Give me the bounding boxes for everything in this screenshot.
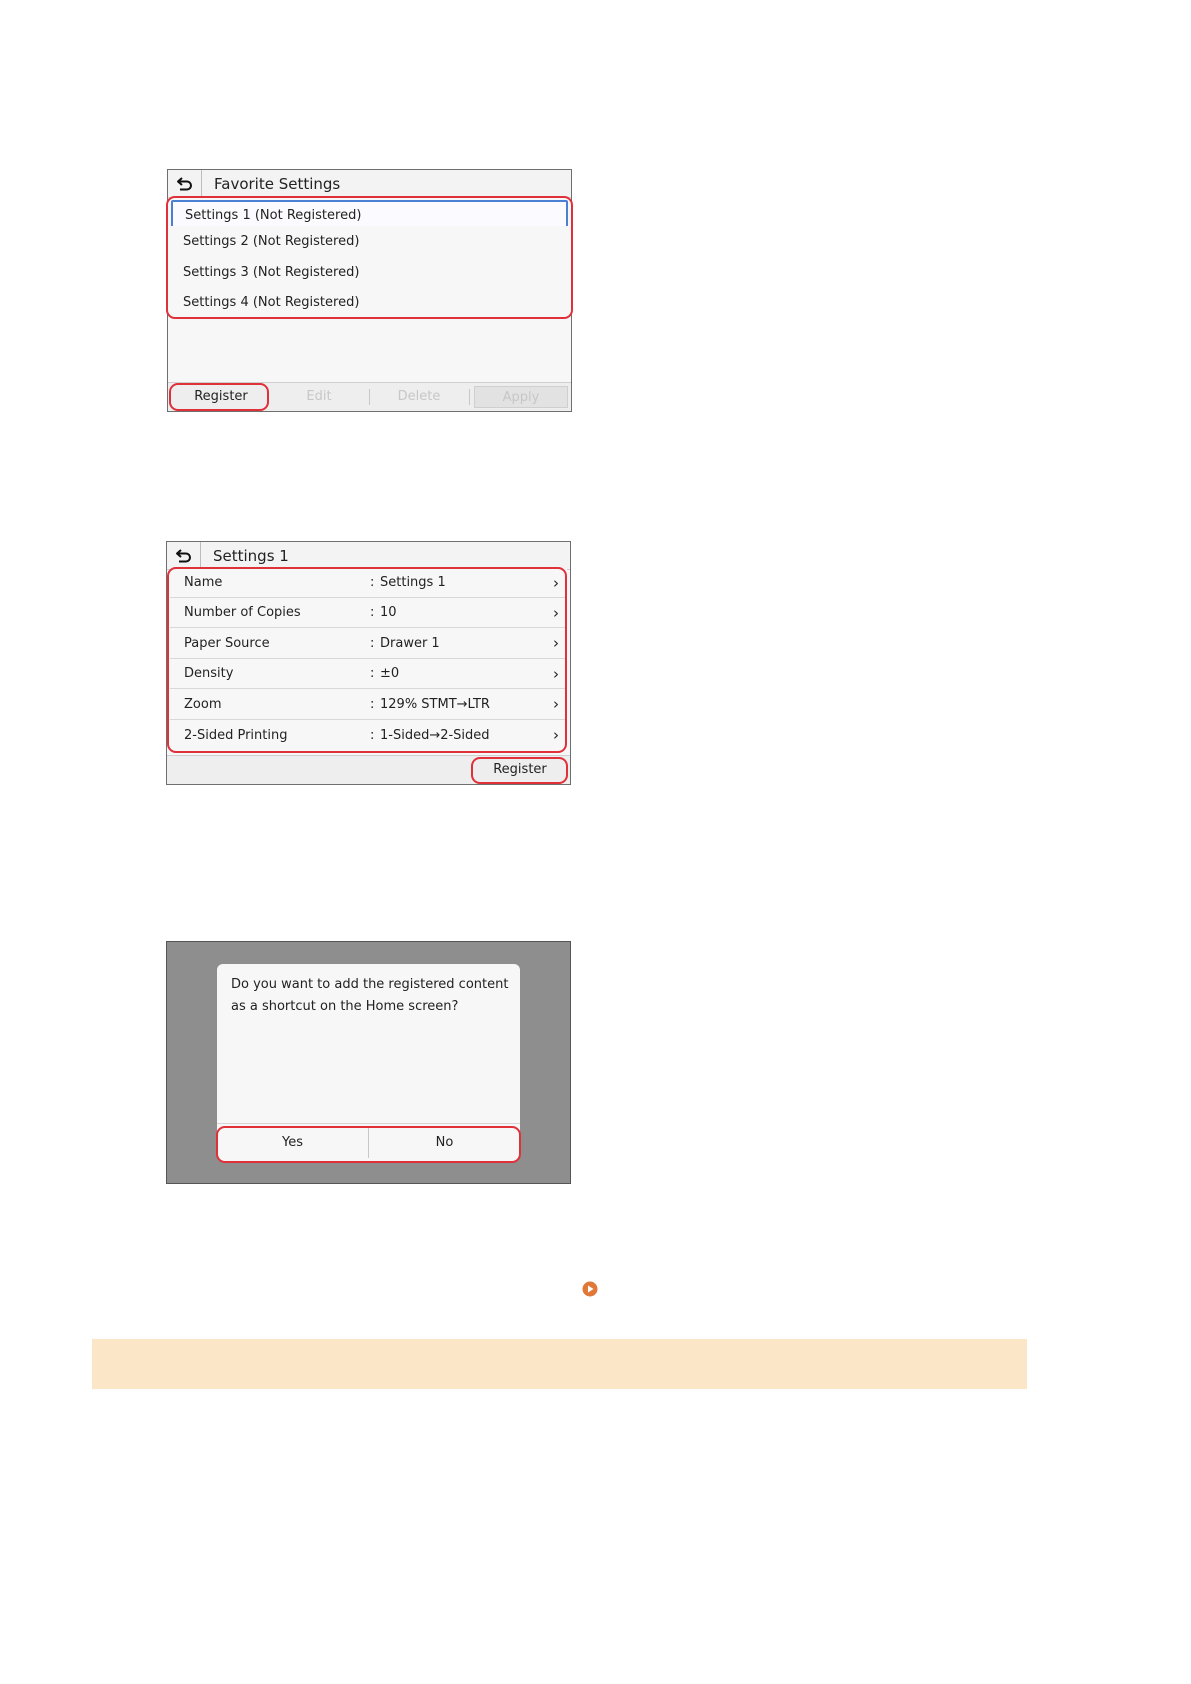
chevron-right-icon: › — [553, 574, 559, 592]
title-bar — [167, 542, 570, 570]
setting-value: 1-Sided→2-Sided — [380, 728, 490, 743]
yes-button[interactable]: Yes — [282, 1135, 303, 1150]
setting-row-zoom[interactable] — [170, 689, 567, 720]
apply-button[interactable]: Apply — [474, 386, 568, 408]
list-item-label: Settings 2 (Not Registered) — [183, 234, 360, 249]
setting-row-density[interactable] — [170, 659, 567, 689]
back-arrow-icon — [174, 548, 194, 564]
page-title: Favorite Settings — [214, 175, 341, 193]
setting-label: Name — [184, 575, 223, 590]
list-item-label: Settings 4 (Not Registered) — [183, 295, 360, 310]
colon: : — [370, 728, 375, 743]
chevron-right-icon: › — [553, 604, 559, 622]
chevron-right-icon: › — [553, 634, 559, 652]
favorite-settings-screen — [167, 169, 572, 412]
dialog-buttons — [217, 1123, 520, 1162]
chevron-right-icon: › — [553, 695, 559, 713]
list-item-settings-4[interactable] — [171, 287, 568, 320]
setting-label: 2-Sided Printing — [184, 728, 288, 743]
shortcut-dialog — [217, 964, 520, 1162]
note-callout — [92, 1339, 1027, 1389]
setting-label: Paper Source — [184, 636, 270, 651]
setting-label: Number of Copies — [184, 605, 301, 620]
divider — [469, 389, 470, 405]
list-item-settings-3[interactable] — [171, 257, 568, 290]
setting-row-2-sided-printing[interactable] — [170, 720, 567, 751]
setting-row-name[interactable] — [170, 568, 567, 598]
colon: : — [370, 697, 375, 712]
settings-1-screen — [166, 541, 571, 785]
chevron-right-icon: › — [553, 726, 559, 744]
setting-value: 10 — [380, 605, 397, 620]
no-button[interactable]: No — [435, 1135, 454, 1150]
setting-row-paper-source[interactable] — [170, 628, 567, 659]
play-circle-icon — [582, 1281, 598, 1297]
register-button[interactable]: Register — [493, 762, 547, 777]
setting-row-number-of-copies[interactable] — [170, 598, 567, 628]
title-bar — [168, 170, 571, 198]
colon: : — [370, 575, 375, 590]
setting-value: Settings 1 — [380, 575, 446, 590]
setting-label: Density — [184, 666, 234, 681]
back-arrow-icon — [175, 176, 195, 192]
colon: : — [370, 605, 375, 620]
setting-value: ±0 — [380, 666, 400, 681]
colon: : — [370, 666, 375, 681]
register-button[interactable]: Register — [194, 389, 248, 404]
page-title: Settings 1 — [213, 547, 289, 565]
action-bar — [167, 755, 570, 784]
link-arrow-icon[interactable] — [582, 1281, 598, 1297]
setting-value: 129% STMT→LTR — [380, 697, 490, 712]
colon: : — [370, 636, 375, 651]
setting-label: Zoom — [184, 697, 222, 712]
chevron-right-icon: › — [553, 665, 559, 683]
edit-button[interactable]: Edit — [306, 389, 332, 404]
list-item-label: Settings 1 (Not Registered) — [185, 208, 362, 223]
list-item-settings-2[interactable] — [171, 226, 568, 259]
back-button[interactable] — [168, 170, 202, 197]
dialog-message: Do you want to add the registered content as a shortcut on the Home screen? — [231, 977, 509, 1014]
delete-button[interactable]: Delete — [397, 389, 441, 404]
action-bar — [168, 382, 571, 411]
list-item-label: Settings 3 (Not Registered) — [183, 265, 360, 280]
setting-value: Drawer 1 — [380, 636, 440, 651]
back-button[interactable] — [167, 542, 201, 569]
